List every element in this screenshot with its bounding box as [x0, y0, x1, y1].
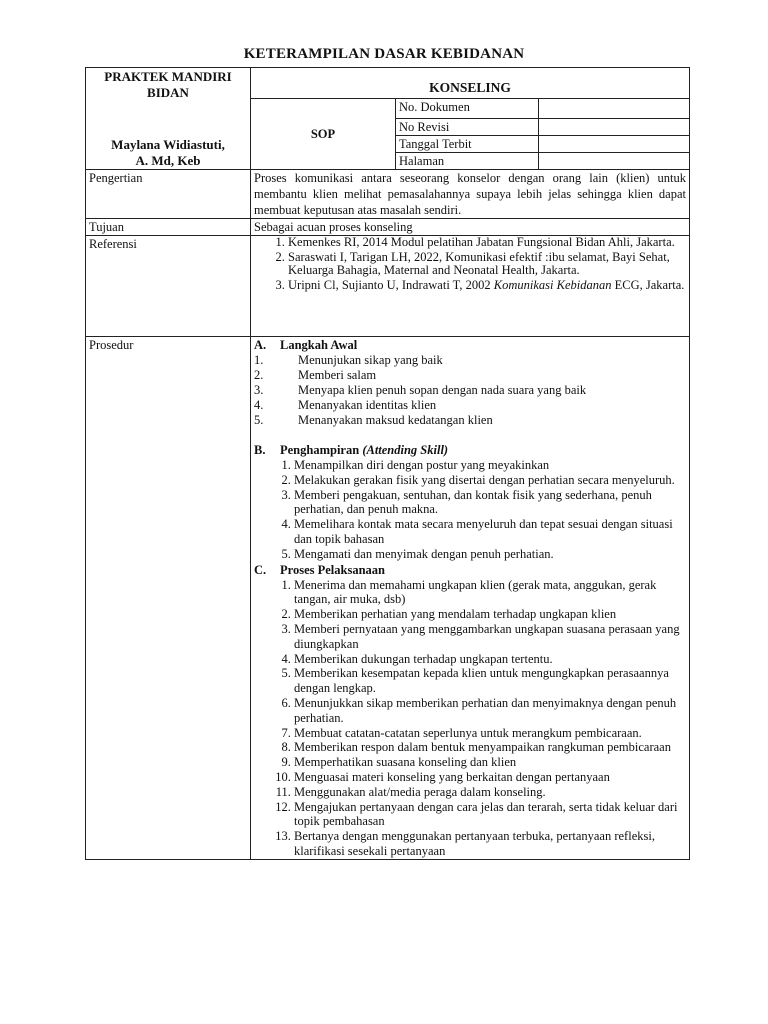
section-title: Langkah Awal [280, 338, 358, 352]
step-item [254, 413, 686, 428]
section-a-heading [254, 337, 686, 353]
doc-field-value [539, 99, 690, 119]
step-item: 3. Memberi pernyataan yang menggambarkan ungkapan suasana perasaan yang diungkapkan [294, 622, 686, 652]
reference-item [288, 279, 686, 292]
step-text: Menanyakan maksud kedatangan klien [298, 413, 493, 427]
reference-text: ECG, Jakarta. [611, 278, 685, 292]
section-key: C. [254, 562, 267, 577]
doc-field-value [539, 136, 690, 153]
step-text: Menyapa klien penuh sopan dengan nada suara yang baik [298, 383, 587, 397]
section-a-steps [254, 353, 686, 428]
doc-field-label: No. Dokumen [396, 99, 539, 119]
step-item: 2. Melakukan gerakan fisik yang disertai dengan perhatian secara menyeluruh. [294, 473, 686, 488]
referensi-content [251, 236, 690, 337]
step-text: Menunjukan sikap yang baik [298, 353, 443, 367]
section-title-italic: (Attending Skill) [362, 443, 449, 457]
step-item: 7. Membuat catatan-catatan seperlunya untuk merangkum pembicaraan. [294, 726, 686, 741]
topic-title: KONSELING [251, 68, 690, 99]
row-referensi [86, 236, 690, 337]
step-number: 5. [254, 413, 264, 427]
doc-field-label: Halaman [396, 153, 539, 170]
step-item: 4. Memelihara kontak mata secara menyeluruh dan tepat sesuai dengan situasi dan topik bahasan [294, 517, 686, 547]
step-item [254, 353, 686, 368]
step-item: 2. Memberikan perhatian yang mendalam terhadap ungkapan klien [294, 607, 686, 622]
sop-label: SOP [251, 99, 396, 170]
step-item: 5. Mengamati dan menyimak dengan penuh perhatian. [294, 547, 686, 562]
row-pengertian [86, 170, 690, 219]
step-item: 11. Menggunakan alat/media peraga dalam konseling. [294, 785, 686, 800]
step-item: 6. Menunjukkan sikap memberikan perhatian dan menyimaknya dengan penuh perhatian. [294, 696, 686, 726]
author-line1: Maylana Widiastuti, [111, 137, 225, 152]
step-item: 9. Memperhatikan suasana konseling dan klien [294, 755, 686, 770]
referensi-label: Referensi [86, 236, 251, 337]
tujuan-text: Sebagai acuan proses konseling [251, 219, 690, 236]
step-item: 5. Memberikan kesempatan kepada klien untuk mengungkapkan perasaannya dengan lengkap. [294, 666, 686, 696]
step-item: 3. Memberi pengakuan, sentuhan, dan kontak fisik yang sederhana, penuh perhatian, dan penuh makna. [294, 488, 686, 518]
reference-text: Kemenkes RI, 2014 Modul pelatihan Jabatan Fungsional Bidan Ahli, Jakarta. [288, 235, 675, 249]
row-tujuan [86, 219, 690, 236]
step-number: 3. [254, 383, 264, 397]
tujuan-label: Tujuan [86, 219, 251, 236]
row-prosedur [86, 337, 690, 860]
reference-item [288, 251, 686, 277]
document-title: KETERAMPILAN DASAR KEBIDANAN [243, 46, 525, 62]
step-item: 10. Menguasai materi konseling yang berkaitan dengan pertanyaan [294, 770, 686, 785]
step-item: 1. Menampilkan diri dengan postur yang meyakinkan [294, 458, 686, 473]
reference-italic-title: Komunikasi Kebidanan [493, 278, 612, 292]
pengertian-label: Pengertian [86, 170, 251, 219]
sop-table [85, 67, 690, 860]
step-number: 1. [254, 353, 264, 367]
step-number: 4. [254, 398, 264, 412]
step-item [254, 368, 686, 383]
org-name-line2: BIDAN [147, 85, 189, 100]
step-text: Memberi salam [298, 368, 377, 382]
doc-field-value [539, 153, 690, 170]
reference-list [254, 236, 686, 292]
section-b-steps [254, 458, 686, 562]
header-row [86, 68, 690, 99]
prosedur-label: Prosedur [86, 337, 251, 860]
pengertian-text: Proses komunikasi antara seseorang konselor dengan orang lain (klien) untuk membantu klien melihat pemasalahannya supaya lebih jelas sehingga klien dapat membuat keputusan atas masalah sendiri. [251, 170, 690, 219]
section-c-steps [254, 578, 686, 859]
step-item [254, 398, 686, 413]
step-item [254, 383, 686, 398]
section-title: Penghampiran [280, 443, 363, 457]
section-title: Proses Pelaksanaan [280, 562, 385, 577]
section-b-heading [254, 442, 686, 458]
step-item: 1. Menerima dan memahami ungkapan klien (gerak mata, anggukan, gerak tangan, air muka, dsb) [294, 578, 686, 608]
step-number: 2. [254, 368, 264, 382]
section-key: A. [254, 338, 267, 352]
section-key: B. [254, 443, 266, 457]
step-item: 12. Mengajukan pertanyaan dengan cara jelas dan terarah, serta tidak keluar dari topik pembahasan [294, 800, 686, 830]
section-c-heading [254, 562, 686, 578]
step-text: Menanyakan identitas klien [298, 398, 437, 412]
org-name-line1: PRAKTEK MANDIRI [104, 69, 232, 84]
doc-field-value [539, 119, 690, 136]
doc-field-label: Tanggal Terbit [396, 136, 539, 153]
doc-field-label: No Revisi [396, 119, 539, 136]
reference-text: Saraswati I, Tarigan LH, 2022, Komunikasi efektif :ibu selamat, Bayi Sehat, Keluarga Bahagia, Maternal and Neonatal Health, Jakarta. [288, 250, 670, 277]
organization-cell [86, 68, 251, 170]
step-item: 4. Memberikan dukungan terhadap ungkapan tertentu. [294, 652, 686, 667]
step-item: 8. Memberikan respon dalam bentuk menyampaikan rangkuman pembicaraan [294, 740, 686, 755]
prosedur-content [251, 337, 690, 860]
step-item: 13. Bertanya dengan menggunakan pertanyaan terbuka, pertanyaan refleksi, klarifikasi sesekali pertanyaan [294, 829, 686, 859]
reference-item [288, 236, 686, 249]
author-line2: A. Md, Keb [135, 153, 201, 168]
reference-text: Uripni Cl, Sujianto U, Indrawati T, 2002 [288, 278, 494, 292]
